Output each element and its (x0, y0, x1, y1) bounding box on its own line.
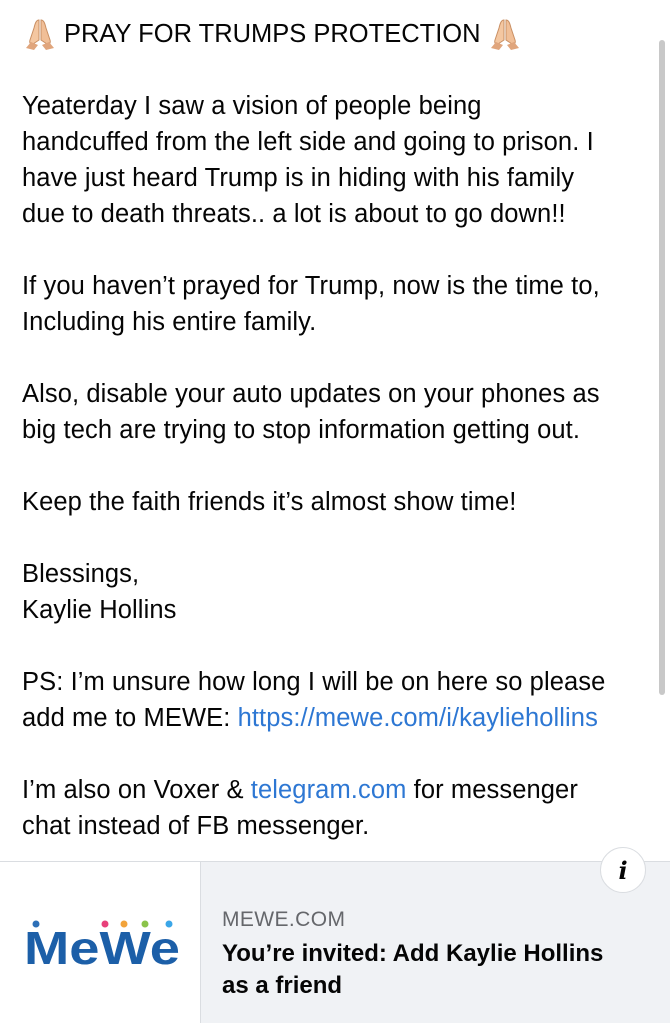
link-title (222, 938, 642, 1002)
mewe-logo (22, 918, 182, 968)
folded-hands-icon (487, 16, 523, 52)
paragraph-updates (22, 376, 652, 448)
mewe-profile-link[interactable]: https://mewe.com/i/kayliehollins (237, 704, 598, 732)
paragraph-faith: Keep the faith friends it’s almost show time! (22, 488, 517, 516)
mewe-logo-text: MeWe (24, 922, 180, 968)
link-preview-text[interactable] (222, 906, 642, 1002)
post-title: PRAY FOR TRUMPS PROTECTION (64, 20, 481, 48)
paragraph-line: due to death threats.. a lot is about to go down!! (22, 200, 566, 228)
link-preview-card[interactable] (0, 861, 670, 1023)
link-title-line: You’re invited: Add Kaylie Hollins (222, 940, 604, 967)
post-title-row (22, 16, 652, 52)
paragraph-line: big tech are trying to stop information getting out. (22, 416, 581, 444)
link-domain: MEWE.COM (222, 908, 346, 931)
paragraph-vision (22, 88, 652, 232)
link-preview-thumbnail[interactable] (0, 862, 201, 1023)
paragraph-line: If you haven’t prayed for Trump, now is the time to, (22, 272, 600, 300)
scrollbar[interactable] (659, 40, 665, 695)
voxer-line (22, 772, 652, 808)
author-name: Kaylie Hollins (22, 596, 177, 624)
ps-prefix: add me to MEWE: (22, 704, 238, 732)
voxer-prefix: I’m also on Voxer & (22, 776, 251, 804)
paragraph-line: have just heard Trump is in hiding with his family (22, 164, 575, 192)
post-body (22, 16, 652, 844)
sign-off: Blessings, (22, 560, 140, 588)
paragraph-line: Also, disable your auto updates on your phones as (22, 380, 600, 408)
paragraph-pray (22, 268, 652, 340)
link-title-line: as a friend (222, 972, 343, 999)
voxer-line-2: chat instead of FB messenger. (22, 812, 370, 840)
paragraph-line: Yeaterday I saw a vision of people being (22, 92, 482, 120)
paragraph-line: handcuffed from the left side and going to prison. I (22, 128, 594, 156)
telegram-link[interactable]: telegram.com (250, 776, 407, 804)
ps-link-line (22, 700, 652, 736)
paragraph-line: Including his entire family. (22, 308, 317, 336)
folded-hands-icon (22, 16, 58, 52)
voxer-suffix: for messenger (406, 776, 578, 804)
info-icon[interactable]: i (600, 847, 646, 893)
ps-line: PS: I’m unsure how long I will be on here so please (22, 668, 606, 696)
